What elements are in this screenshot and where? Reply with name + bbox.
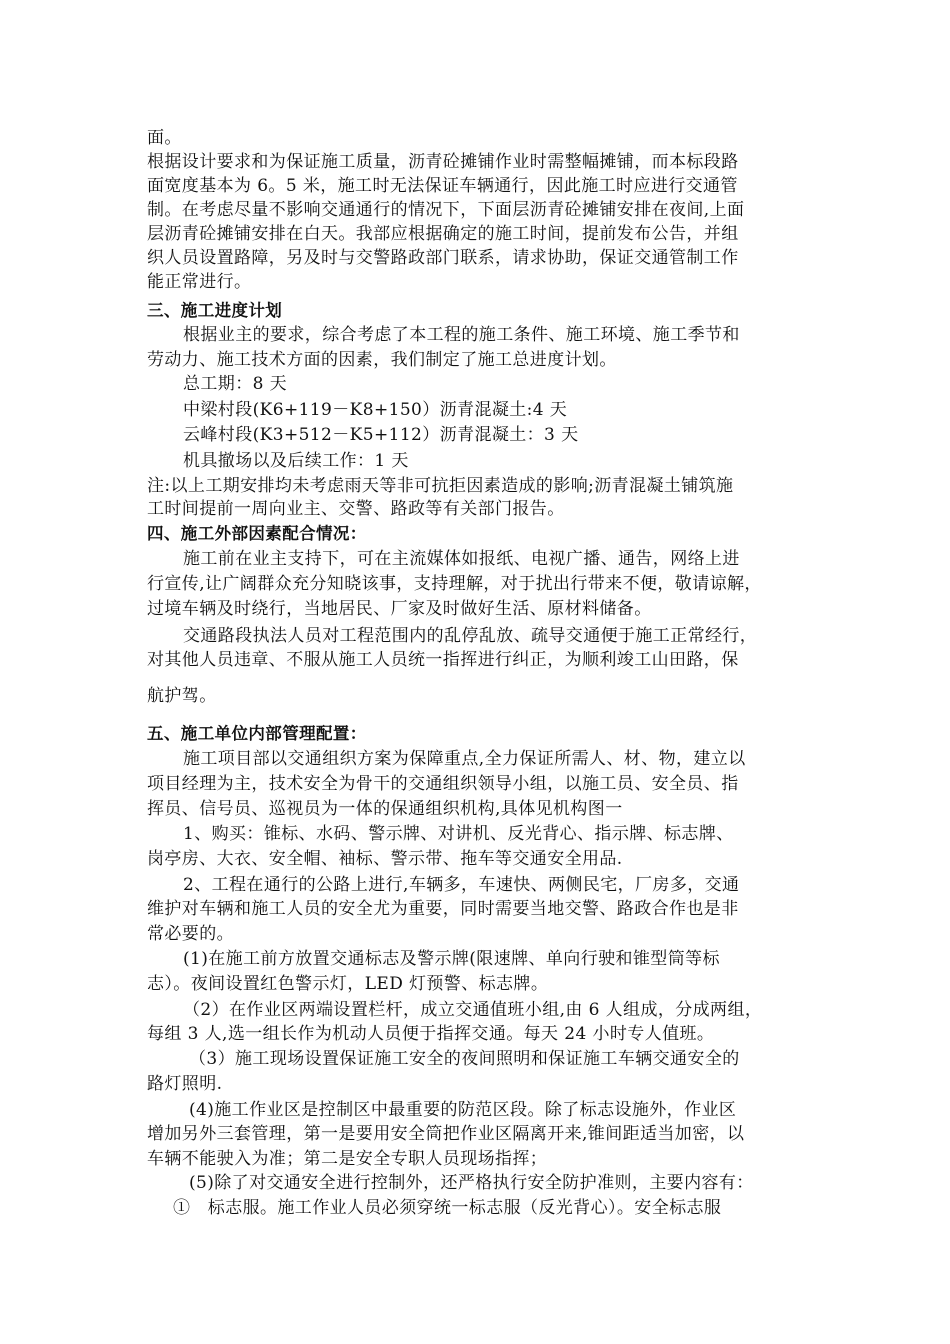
text-line: 层沥青砼摊铺安排在白天。我部应根据确定的施工时间，提前发布公告，并组 — [147, 224, 739, 244]
section-heading: 四、施工外部因素配合情况： — [147, 524, 367, 543]
text-line: 2、工程在通行的公路上进行,车辆多，车速快、两侧民宅，厂房多，交通 — [183, 875, 740, 895]
text-line: 行宣传,让广阔群众充分知晓该事，支持理解，对于扰出行带来不便，敬请谅解， — [147, 574, 762, 594]
text-line: 项目经理为主，技术安全为骨干的交通组织领导小组，以施工员、安全员、指 — [147, 774, 739, 794]
text-line: 施工前在业主支持下，可在主流媒体如报纸、电视广播、通告，网络上进 — [183, 549, 740, 569]
text-line: 航护驾。 — [147, 686, 217, 706]
text-line: 制。在考虑尽量不影响交通通行的情况下，下面层沥青砼摊铺安排在夜间,上面 — [147, 200, 745, 220]
text-line: 对其他人员违章、不服从施工人员统一指挥进行纠正，为顺利竣工山田路，保 — [147, 650, 739, 670]
text-line: 岗亭房、大衣、安全帽、袖标、警示带、拖车等交通安全用品. — [147, 849, 623, 869]
text-line: 挥员、信号员、巡视员为一体的保通组织机构,具体见机构图一 — [147, 799, 623, 819]
text-line: 根据设计要求和为保证施工质量，沥青砼摊铺作业时需整幅摊铺，而本标段路 — [147, 152, 739, 172]
text-line: (5)除了对交通安全进行控制外，还严格执行安全防护准则，主要内容有： — [189, 1173, 754, 1193]
section-heading: 三、施工进度计划 — [147, 301, 283, 320]
text-line: 1、购买：锥标、水码、警示牌、对讲机、反光背心、指示牌、标志牌、 — [183, 824, 734, 844]
text-line: 施工项目部以交通组织方案为保障重点,全力保证所需人、材、物，建立以 — [183, 749, 746, 769]
text-line: 总工期：8 天 — [183, 374, 288, 394]
text-line: 机具撤场以及后续工作：1 天 — [183, 451, 409, 471]
text-line: 根据业主的要求，综合考虑了本工程的施工条件、施工环境、施工季节和 — [183, 325, 740, 345]
text-line: 工时间提前一周向业主、交警、路政等有关部门报告。 — [147, 499, 565, 519]
text-line: 志）。夜间设置红色警示灯，LED 灯预警、标志牌。 — [147, 974, 549, 994]
text-line: 增加另外三套管理，第一是要用安全筒把作业区隔离开来,锥间距适当加密，以 — [147, 1124, 745, 1144]
text-line: (1)在施工前方放置交通标志及警示牌(限速牌、单向行驶和锥型筒等标 — [183, 949, 720, 969]
text-line: ① 标志服。施工作业人员必须穿统一标志服（反光背心）。安全标志服 — [173, 1198, 722, 1218]
text-line: （3）施工现场设置保证施工安全的夜间照明和保证施工车辆交通安全的 — [189, 1049, 740, 1069]
text-line: 云峰村段(K3+512－K5+112）沥青混凝土：3 天 — [183, 425, 579, 445]
text-line: 车辆不能驶入为准；第二是安全专职人员现场指挥； — [147, 1149, 548, 1169]
text-line: 面宽度基本为 6。5 米，施工时无法保证车辆通行，因此施工时应进行交通管 — [147, 176, 738, 196]
text-line: 常必要的。 — [147, 924, 234, 944]
text-line: 维护对车辆和施工人员的安全尤为重要，同时需要当地交警、路政合作也是非 — [147, 899, 739, 919]
section-heading: 五、施工单位内部管理配置： — [147, 724, 367, 743]
text-line: 交通路段执法人员对工程范围内的乱停乱放、疏导交通便于施工正常经行， — [183, 626, 758, 646]
text-line: 劳动力、施工技术方面的因素，我们制定了施工总进度计划。 — [147, 350, 617, 370]
text-line: 注:以上工期安排均未考虑雨天等非可抗拒因素造成的影响;沥青混凝土铺筑施 — [147, 476, 734, 496]
text-line: 过境车辆及时绕行，当地居民、厂家及时做好生活、原材料储备。 — [147, 599, 652, 619]
text-line: 路灯照明. — [147, 1074, 223, 1094]
text-line: 面。 — [147, 128, 182, 148]
text-line: 中梁村段(K6+119－K8+150）沥青混凝土:4 天 — [183, 400, 568, 420]
text-line: (4)施工作业区是控制区中最重要的防范区段。除了标志设施外，作业区 — [189, 1100, 737, 1120]
text-line: 能正常进行。 — [147, 272, 252, 292]
text-line: 每组 3 人,选一组长作为机动人员便于指挥交通。每天 24 小时专人值班。 — [147, 1024, 715, 1044]
text-line: 织人员设置路障，另及时与交警路政部门联系，请求协助，保证交通管制工作 — [147, 248, 739, 268]
text-line: （2）在作业区两端设置栏杆，成立交通值班小组,由 6 人组成，分成两组， — [183, 1000, 763, 1020]
